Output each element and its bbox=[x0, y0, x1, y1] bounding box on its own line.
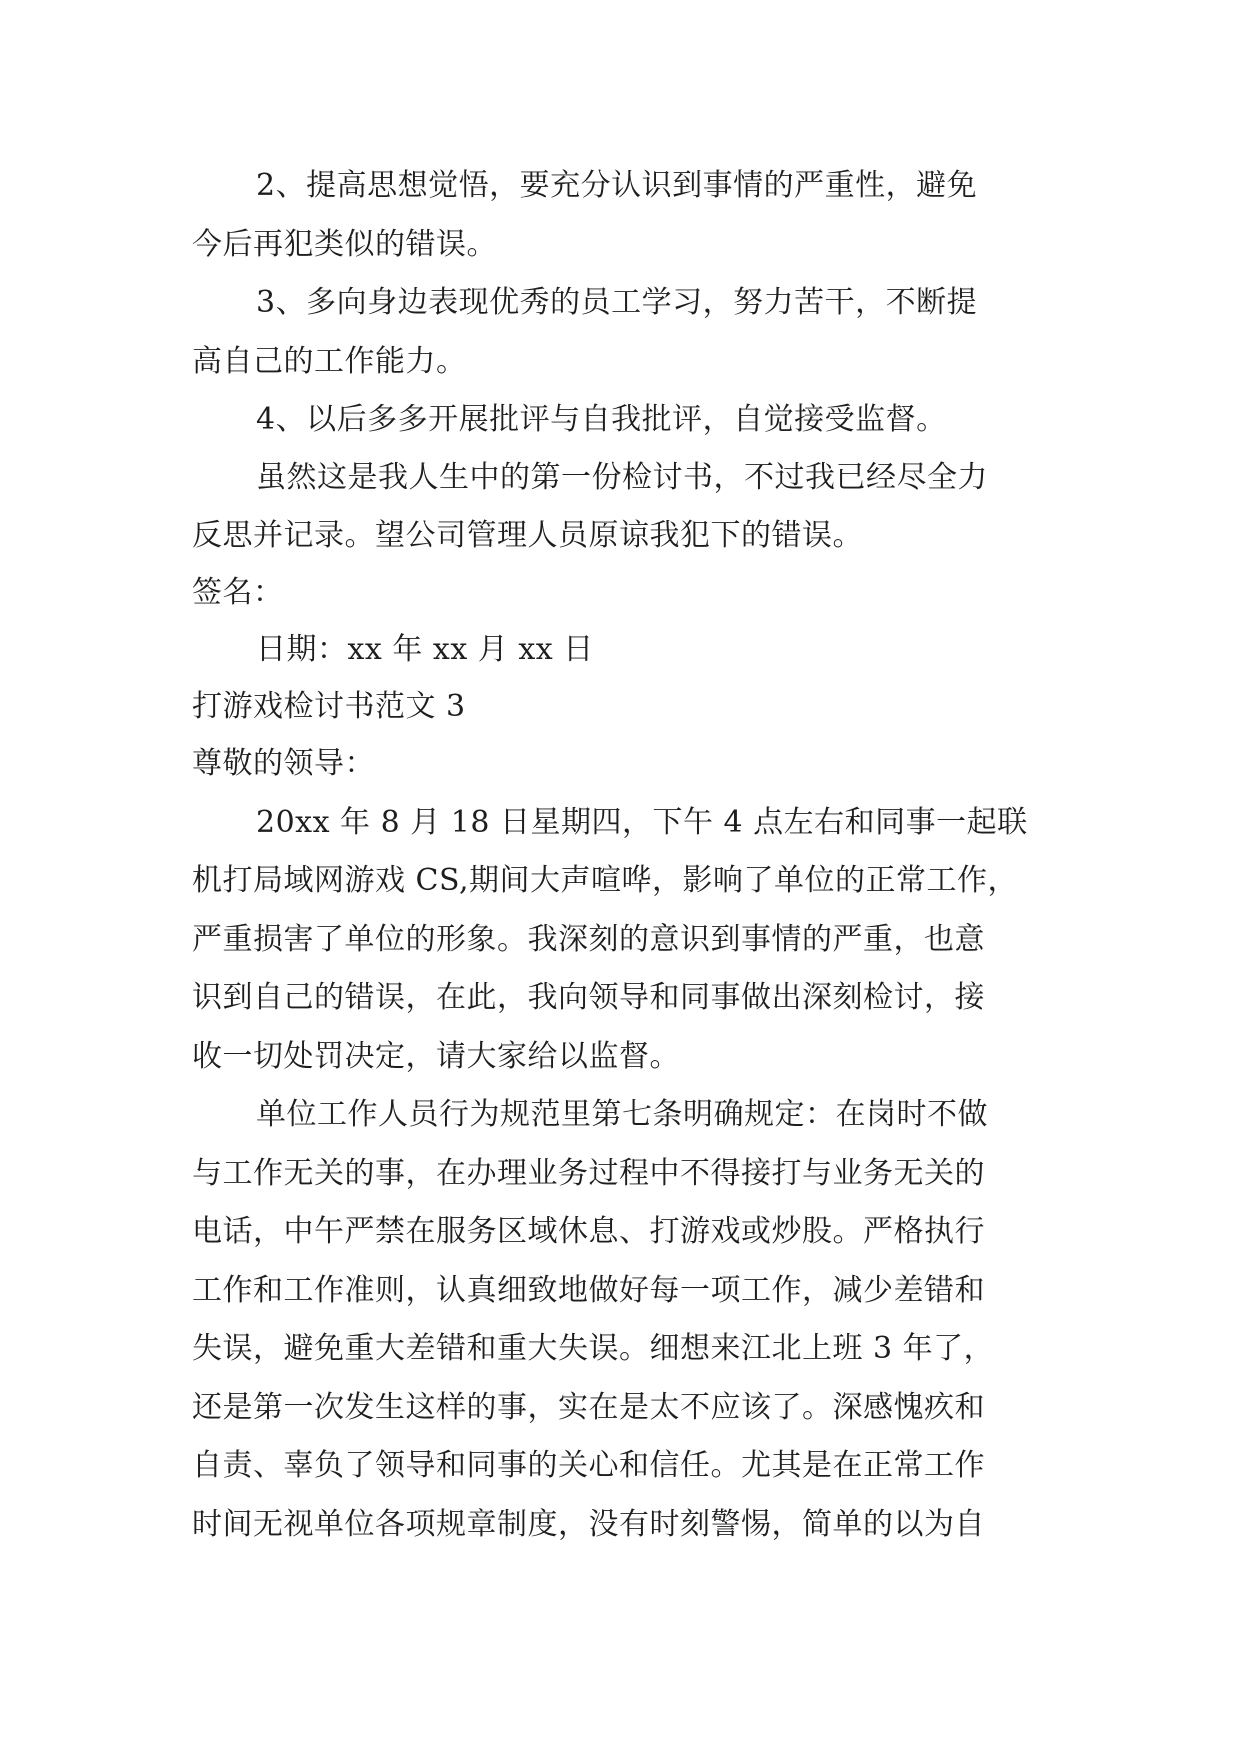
text-line: 严重损害了单位的形象。我深刻的意识到事情的严重，也意 bbox=[192, 922, 985, 957]
text-line: 工作和工作准则，认真细致地做好每一项工作，减少差错和 bbox=[192, 1273, 985, 1308]
text-line: 自责、辜负了领导和同事的关心和信任。尤其是在正常工作 bbox=[192, 1448, 985, 1483]
text-line: 单位工作人员行为规范里第七条明确规定：在岗时不做 bbox=[256, 1097, 988, 1132]
text-line: 还是第一次发生这样的事，实在是太不应该了。深感愧疚和 bbox=[192, 1390, 985, 1425]
text-line: 时间无视单位各项规章制度，没有时刻警惕，简单的以为自 bbox=[192, 1507, 985, 1542]
text-line: 20xx 年 8 月 18 日星期四，下午 4 点左右和同事一起联 bbox=[256, 805, 1028, 840]
section-title: 打游戏检讨书范文 3 bbox=[192, 689, 466, 724]
text-line: 机打局域网游戏 CS,期间大声喧哗，影响了单位的正常工作， bbox=[192, 863, 1019, 898]
text-line: 反思并记录。望公司管理人员原谅我犯下的错误。 bbox=[192, 518, 863, 553]
text-line: 虽然这是我人生中的第一份检讨书，不过我已经尽全力 bbox=[256, 460, 988, 495]
date-line: 日期：xx 年 xx 月 xx 日 bbox=[256, 632, 594, 667]
text-line: 高自己的工作能力。 bbox=[192, 344, 467, 379]
text-line: 失误，避免重大差错和重大失误。细想来江北上班 3 年了， bbox=[192, 1331, 995, 1366]
signature-label: 签名： bbox=[192, 575, 284, 610]
text-line: 收一切处罚决定，请大家给以监督。 bbox=[192, 1039, 680, 1074]
text-line: 电话，中午严禁在服务区域休息、打游戏或炒股。严格执行 bbox=[192, 1214, 985, 1249]
text-line: 今后再犯类似的错误。 bbox=[192, 227, 497, 262]
text-line: 3、多向身边表现优秀的员工学习，努力苦干，不断提 bbox=[256, 285, 978, 320]
text-line: 与工作无关的事，在办理业务过程中不得接打与业务无关的 bbox=[192, 1156, 985, 1191]
text-line: 4、以后多多开展批评与自我批评，自觉接受监督。 bbox=[256, 402, 947, 437]
salutation: 尊敬的领导： bbox=[192, 746, 375, 781]
text-line: 识到自己的错误，在此，我向领导和同事做出深刻检讨，接 bbox=[192, 980, 985, 1015]
text-line: 2、提高思想觉悟，要充分认识到事情的严重性，避免 bbox=[256, 168, 978, 203]
